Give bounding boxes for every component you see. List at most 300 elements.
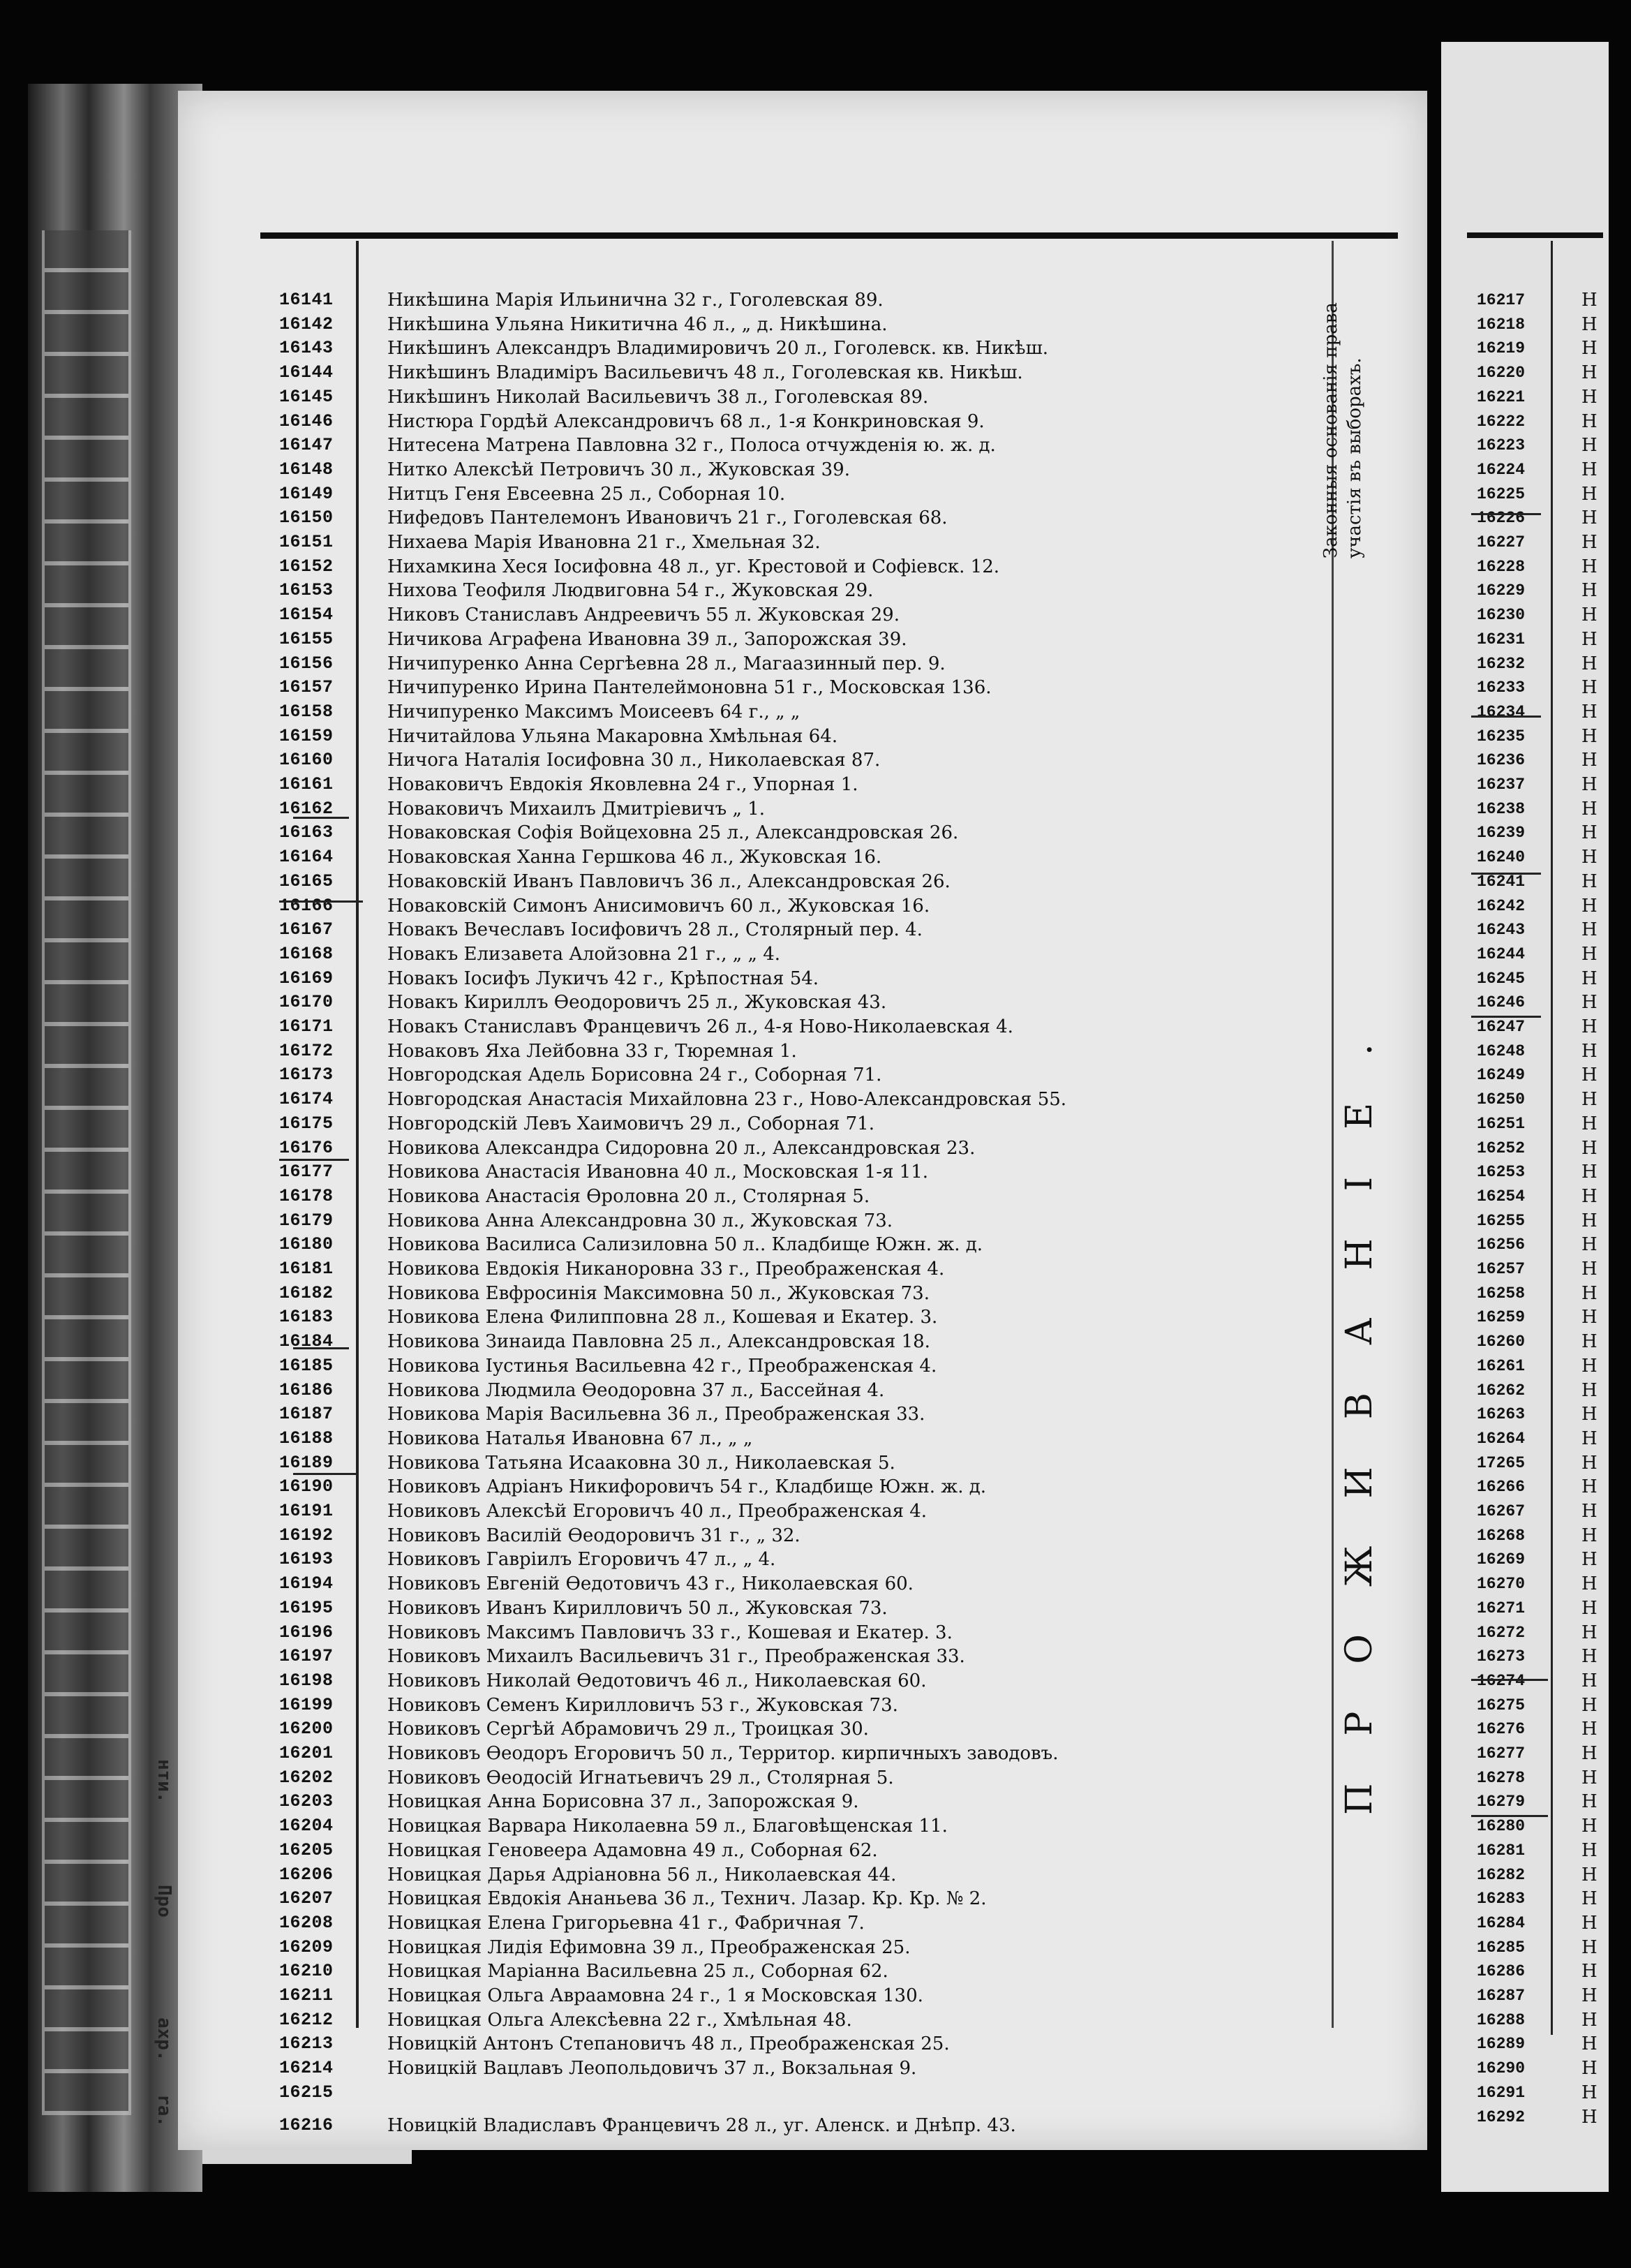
facing-number: 16268 xyxy=(1477,1526,1526,1545)
pencil-mark xyxy=(1471,716,1541,718)
pencil-mark xyxy=(293,1473,356,1475)
entry-text: Новицкая Варвара Николаевна 59 л., Благовѣщенская 11. xyxy=(387,1816,948,1837)
entry-text: Никѣшинъ Александръ Владимировичъ 20 л., Гоголевск. кв. Никѣш. xyxy=(387,338,1049,360)
facing-initial: Н xyxy=(1581,1234,1598,1256)
facing-initial: Н xyxy=(1581,1985,1598,2006)
entry-number: 16172 xyxy=(279,1040,334,1061)
entry-text: Ничитайлова Ульяна Макаровна Хмѣльная 64. xyxy=(387,725,838,747)
facing-row xyxy=(1477,1113,1598,1134)
entry-number: 16189 xyxy=(279,1452,334,1473)
entry-text: Новгородскій Левъ Хаимовичъ 29 л., Соборная 71. xyxy=(387,1113,874,1134)
entry-text: Новицкая Анна Борисовна 37 л., Запорожская 9. xyxy=(387,1791,859,1813)
residence-heading: ПРОЖИВАНІЕ. xyxy=(1339,996,1380,1815)
facing-initial: Н xyxy=(1581,1355,1598,1377)
entry-text: Ничога Наталія Іосифовна 30 л., Николаевская 87. xyxy=(387,750,881,771)
facing-initial: Н xyxy=(1581,1549,1598,1571)
facing-number: 16287 xyxy=(1477,1987,1526,2005)
pencil-mark xyxy=(1471,513,1541,515)
facing-row xyxy=(1477,677,1598,699)
facing-initial: Н xyxy=(1581,1428,1598,1449)
entry-text: Никѣшина Ульяна Никитична 46 л., „ д. Никѣшина. xyxy=(387,313,888,335)
facing-row xyxy=(1477,1065,1598,1086)
facing-number: 16227 xyxy=(1477,533,1526,551)
facing-row xyxy=(1477,1646,1598,1668)
facing-row xyxy=(1477,1089,1598,1111)
facing-initial: Н xyxy=(1581,1646,1598,1668)
facing-row xyxy=(1477,1549,1598,1571)
entry-text: Новицкая Евдокія Ананьева 36 л., Технич. Лазар. Кр. Кр. № 2. xyxy=(387,1888,987,1910)
entry-text: Новаковичъ Михаилъ Дмитріевичъ „ 1. xyxy=(387,798,766,820)
facing-number: 16244 xyxy=(1477,944,1526,963)
entry-number: 16149 xyxy=(279,483,334,504)
facing-number: 16234 xyxy=(1477,702,1526,721)
facing-header-rule xyxy=(1467,232,1603,238)
entry-text: Новицкая Ольга Алексѣевна 22 г., Хмѣльная 48. xyxy=(387,2009,852,2031)
entry-number: 16147 xyxy=(279,435,334,456)
facing-row xyxy=(1477,1694,1598,1716)
facing-initial: Н xyxy=(1581,725,1598,747)
facing-row xyxy=(1477,750,1598,771)
facing-initial: Н xyxy=(1581,653,1598,674)
facing-row xyxy=(1477,2082,1598,2103)
residence-heading-column xyxy=(1339,754,1380,1815)
entry-number: 16143 xyxy=(279,338,334,359)
pencil-mark xyxy=(279,900,363,903)
facing-number: 16228 xyxy=(1477,557,1526,576)
entry-text: Новикова Василиса Сализиловна 50 л.. Кладбище Южн. ж. д. xyxy=(387,1234,983,1256)
facing-number: 16292 xyxy=(1477,2107,1526,2126)
entry-number: 16160 xyxy=(279,750,334,771)
facing-initial: Н xyxy=(1581,1404,1598,1425)
facing-row xyxy=(1477,290,1598,311)
facing-row xyxy=(1477,1573,1598,1595)
entry-text: Никовъ Станиславъ Андреевичъ 55 л. Жуковская 29. xyxy=(387,605,900,626)
facing-initial: Н xyxy=(1581,1816,1598,1837)
facing-initial: Н xyxy=(1581,556,1598,577)
facing-initial: Н xyxy=(1581,1694,1598,1716)
facing-initial: Н xyxy=(1581,1040,1598,1062)
facing-initial: Н xyxy=(1581,1089,1598,1111)
entry-number: 16183 xyxy=(279,1307,334,1328)
facing-row xyxy=(1477,1597,1598,1619)
facing-initial: Н xyxy=(1581,2009,1598,2031)
facing-number: 16248 xyxy=(1477,1042,1526,1060)
facing-number: 16247 xyxy=(1477,1018,1526,1036)
facing-row xyxy=(1477,1162,1598,1183)
entry-text: Новицкая Ольга Авраамовна 24 г., 1 я Московская 130. xyxy=(387,1985,923,2006)
entry-text: Новакъ Кириллъ Ѳеодоровичъ 25 л., Жуковская 43. xyxy=(387,992,887,1014)
facing-initial: Н xyxy=(1581,362,1598,384)
facing-initial: Н xyxy=(1581,1210,1598,1231)
entry-text: Нифедовъ Пантелемонъ Ивановичъ 21 г., Гоголевская 68. xyxy=(387,507,948,529)
entry-number: 16179 xyxy=(279,1210,334,1231)
facing-number: 16220 xyxy=(1477,364,1526,383)
facing-number: 16288 xyxy=(1477,2010,1526,2029)
entry-number: 16212 xyxy=(279,2009,334,2030)
facing-initial: Н xyxy=(1581,677,1598,699)
entry-text: Ничипуренко Анна Сергѣевна 28 л., Магаазинный пер. 9. xyxy=(387,653,946,674)
facing-number: 16241 xyxy=(1477,872,1526,891)
facing-row xyxy=(1477,338,1598,360)
entry-text: Нихаева Марія Ивановна 21 г., Хмельная 32. xyxy=(387,532,821,553)
facing-number: 16289 xyxy=(1477,2035,1526,2054)
entry-text: Новиковъ Семенъ Кирилловичъ 53 г., Жуковская 73. xyxy=(387,1694,898,1716)
facing-number: 16270 xyxy=(1477,1575,1526,1594)
facing-initial: Н xyxy=(1581,774,1598,795)
entry-text: Новикова Евдокія Никаноровна 33 г., Преображенская 4. xyxy=(387,1259,945,1280)
facing-number: 16283 xyxy=(1477,1890,1526,1908)
facing-initial: Н xyxy=(1581,1452,1598,1474)
facing-initial: Н xyxy=(1581,1331,1598,1353)
pencil-mark xyxy=(293,817,349,819)
facing-row xyxy=(1477,2058,1598,2080)
facing-number: 16242 xyxy=(1477,896,1526,915)
facing-number: 16281 xyxy=(1477,1841,1526,1860)
pencil-mark xyxy=(1471,873,1541,875)
facing-row xyxy=(1477,798,1598,820)
facing-initial: Н xyxy=(1581,338,1598,360)
entry-number: 16210 xyxy=(279,1961,334,1982)
facing-initial: Н xyxy=(1581,459,1598,480)
entry-text: Ничипуренко Максимъ Моисеевъ 64 г., „ „ xyxy=(387,701,800,722)
facing-row xyxy=(1477,847,1598,868)
facing-row xyxy=(1477,822,1598,844)
facing-number: 16264 xyxy=(1477,1429,1526,1448)
facing-number: 16261 xyxy=(1477,1356,1526,1375)
facing-initial: Н xyxy=(1581,1936,1598,1958)
facing-initial: Н xyxy=(1581,895,1598,917)
facing-initial: Н xyxy=(1581,532,1598,553)
entry-number: 16187 xyxy=(279,1404,334,1425)
entry-number: 16150 xyxy=(279,507,334,528)
facing-initial: Н xyxy=(1581,290,1598,311)
entry-text: Новакъ Станиславъ Францевичъ 26 л., 4-я Ново-Николаевская 4. xyxy=(387,1016,1013,1037)
facing-initial: Н xyxy=(1581,483,1598,505)
entry-text: Новикова Анастасія Ивановна 40 л., Московская 1-я 11. xyxy=(387,1162,928,1183)
facing-row xyxy=(1477,1016,1598,1037)
facing-initial: Н xyxy=(1581,1185,1598,1207)
facing-number: 16258 xyxy=(1477,1284,1526,1303)
entry-number: 16191 xyxy=(279,1501,334,1521)
facing-row xyxy=(1477,725,1598,747)
facing-number: 16263 xyxy=(1477,1405,1526,1424)
facing-row xyxy=(1477,1743,1598,1764)
facing-number: 16267 xyxy=(1477,1502,1526,1520)
facing-number: 16230 xyxy=(1477,606,1526,625)
spine-label: ахр. xyxy=(154,2017,174,2061)
entry-number: 16198 xyxy=(279,1670,334,1691)
entry-text: Новикова Татьяна Исааковна 30 л., Николаевская 5. xyxy=(387,1452,895,1474)
entry-number: 16200 xyxy=(279,1719,334,1740)
entry-number: 16165 xyxy=(279,870,334,891)
entry-text: Ничипуренко Ирина Пантелеймоновна 51 г., Московская 136. xyxy=(387,677,992,699)
facing-row xyxy=(1477,1888,1598,1910)
facing-row xyxy=(1477,1428,1598,1449)
facing-number: 16235 xyxy=(1477,727,1526,746)
facing-number: 17265 xyxy=(1477,1453,1526,1472)
facing-initial: Н xyxy=(1581,1719,1598,1740)
facing-number: 16224 xyxy=(1477,460,1526,479)
entry-number: 16156 xyxy=(279,653,334,674)
facing-row xyxy=(1477,1476,1598,1498)
facing-number: 16240 xyxy=(1477,848,1526,867)
facing-number: 16282 xyxy=(1477,1865,1526,1884)
facing-initial: Н xyxy=(1581,507,1598,529)
facing-row xyxy=(1477,1525,1598,1546)
entry-number: 16180 xyxy=(279,1234,334,1255)
entry-number: 16194 xyxy=(279,1573,334,1594)
facing-initial: Н xyxy=(1581,1888,1598,1910)
entry-text: Новиковъ Ѳеодоръ Егоровичъ 50 л., Территор. кирпичныхъ заводовъ. xyxy=(387,1743,1059,1764)
facing-number: 16238 xyxy=(1477,799,1526,818)
entry-number: 16216 xyxy=(279,2114,334,2135)
entry-text: Новаковскій Симонъ Анисимовичъ 60 л., Жуковская 16. xyxy=(387,895,930,917)
entry-text: Новиковъ Адріанъ Никифоровичъ 54 г., Кладбище Южн. ж. д. xyxy=(387,1476,987,1498)
facing-number: 16277 xyxy=(1477,1744,1526,1763)
facing-initial: Н xyxy=(1581,1282,1598,1304)
facing-row xyxy=(1477,774,1598,795)
entry-number: 16176 xyxy=(279,1137,334,1158)
facing-number: 16280 xyxy=(1477,1817,1526,1836)
entry-number: 16195 xyxy=(279,1597,334,1618)
entry-number: 16215 xyxy=(279,2082,334,2103)
entry-number: 16141 xyxy=(279,290,334,310)
entry-text: Нихамкина Хеся Іосифовна 48 л., уг. Крестовой и Софіевск. 12. xyxy=(387,556,1000,577)
facing-initial: Н xyxy=(1581,1307,1598,1328)
facing-row xyxy=(1477,605,1598,626)
entry-text: Новаковская Софія Войцеховна 25 л., Александровская 26. xyxy=(387,822,959,844)
entry-number: 16161 xyxy=(279,774,334,794)
facing-number: 16285 xyxy=(1477,1938,1526,1957)
entry-text: Новиковъ Максимъ Павловичъ 33 г., Кошевая и Екатер. 3. xyxy=(387,1622,953,1643)
facing-initial: Н xyxy=(1581,1791,1598,1813)
facing-number: 16266 xyxy=(1477,1478,1526,1497)
facing-row xyxy=(1477,1234,1598,1256)
entry-text: Новгородская Адель Борисовна 24 г., Соборная 71. xyxy=(387,1065,882,1086)
entry-text: Новиковъ Василій Ѳеодоровичъ 31 г., „ 32. xyxy=(387,1525,800,1546)
entry-number: 16171 xyxy=(279,1016,334,1037)
facing-number: 16273 xyxy=(1477,1647,1526,1666)
facing-initial: Н xyxy=(1581,1670,1598,1691)
entry-text: Новицкая Елена Григорьевна 41 г., Фабричная 7. xyxy=(387,1912,865,1934)
facing-number-rule xyxy=(1551,241,1553,2035)
facing-number: 16236 xyxy=(1477,751,1526,770)
facing-number: 16254 xyxy=(1477,1187,1526,1206)
entry-text: Новаковъ Яха Лейбовна 33 г, Тюремная 1. xyxy=(387,1040,797,1062)
side-note-column xyxy=(1319,279,1382,558)
entry-text: Нихова Теофиля Людвиговна 54 г., Жуковская 29. xyxy=(387,580,874,602)
entry-number: 16175 xyxy=(279,1113,334,1134)
entry-number: 16154 xyxy=(279,605,334,625)
facing-initial: Н xyxy=(1581,580,1598,602)
facing-row xyxy=(1477,1912,1598,1934)
facing-initial: Н xyxy=(1581,1839,1598,1861)
entry-number: 16153 xyxy=(279,580,334,601)
entry-number: 16170 xyxy=(279,992,334,1013)
entry-text: Нитко Алексѣй Петровичъ 30 л., Жуковская 39. xyxy=(387,459,850,480)
facing-initial: Н xyxy=(1581,2106,1598,2128)
entry-number: 16159 xyxy=(279,725,334,746)
facing-number: 16275 xyxy=(1477,1696,1526,1714)
entry-number: 16205 xyxy=(279,1839,334,1860)
entry-text: Новиковъ Иванъ Кирилловичъ 50 л., Жуковская 73. xyxy=(387,1597,888,1619)
facing-row xyxy=(1477,968,1598,989)
entry-number: 16197 xyxy=(279,1646,334,1667)
facing-initial: Н xyxy=(1581,1259,1598,1280)
facing-initial: Н xyxy=(1581,1743,1598,1764)
facing-row xyxy=(1477,580,1598,602)
entry-text: Новгородская Анастасія Михайловна 23 г., Ново-Александровская 55. xyxy=(387,1089,1067,1111)
entry-number: 16155 xyxy=(279,628,334,649)
facing-initial: Н xyxy=(1581,750,1598,771)
entry-text: Новицкая Дарья Адріановна 56 л., Николаевская 44. xyxy=(387,1864,897,1885)
facing-row xyxy=(1477,386,1598,408)
entry-text: Новакъ Іосифъ Лукичъ 42 г., Крѣпостная 54. xyxy=(387,968,819,989)
entry-number: 16213 xyxy=(279,2033,334,2054)
facing-initial: Н xyxy=(1581,1113,1598,1134)
facing-initial: Н xyxy=(1581,870,1598,892)
entry-number: 16167 xyxy=(279,919,334,940)
entry-text: Новаковскій Иванъ Павловичъ 36 л., Александровская 26. xyxy=(387,870,951,892)
facing-initial: Н xyxy=(1581,919,1598,941)
entry-number: 16163 xyxy=(279,822,334,843)
facing-row xyxy=(1477,1767,1598,1788)
entry-number: 16186 xyxy=(279,1379,334,1400)
entry-number: 16158 xyxy=(279,701,334,722)
entry-text: Новикова Елена Филипповна 28 л., Кошевая и Екатер. 3. xyxy=(387,1307,938,1328)
entry-text: Новицкая Маріанна Васильевна 25 л., Соборная 62. xyxy=(387,1961,888,1982)
facing-initial: Н xyxy=(1581,1065,1598,1086)
pencil-mark xyxy=(293,1347,349,1349)
facing-row xyxy=(1477,628,1598,650)
entry-number: 16144 xyxy=(279,362,334,383)
entry-number: 16190 xyxy=(279,1476,334,1497)
entry-number: 16203 xyxy=(279,1791,334,1812)
facing-number: 16217 xyxy=(1477,291,1526,309)
facing-row xyxy=(1477,1622,1598,1643)
facing-row xyxy=(1477,1210,1598,1231)
facing-initial: Н xyxy=(1581,2058,1598,2080)
entry-number: 16164 xyxy=(279,847,334,868)
facing-number: 16233 xyxy=(1477,679,1526,697)
entry-text: Новаковская Ханна Гершкова 46 л., Жуковская 16. xyxy=(387,847,882,868)
facing-number: 16226 xyxy=(1477,509,1526,528)
facing-row xyxy=(1477,1040,1598,1062)
entry-text: Новицкій Вацлавъ Леопольдовичъ 37 л., Вокзальная 9. xyxy=(387,2058,917,2080)
facing-number: 16219 xyxy=(1477,339,1526,358)
facing-row xyxy=(1477,1816,1598,1837)
entry-number: 16204 xyxy=(279,1816,334,1837)
facing-number: 16272 xyxy=(1477,1623,1526,1642)
facing-initial: Н xyxy=(1581,1912,1598,1934)
entry-text: Новиковъ Ѳеодосій Игнатьевичъ 29 л., Столярная 5. xyxy=(387,1767,894,1788)
header-rule xyxy=(260,232,1398,239)
facing-initial: Н xyxy=(1581,798,1598,820)
entry-number: 16166 xyxy=(279,895,334,916)
facing-number: 16218 xyxy=(1477,315,1526,334)
facing-number: 16251 xyxy=(1477,1114,1526,1133)
facing-row xyxy=(1477,532,1598,553)
entry-number: 16168 xyxy=(279,943,334,964)
facing-row xyxy=(1477,1259,1598,1280)
facing-number: 16255 xyxy=(1477,1211,1526,1230)
facing-row xyxy=(1477,1961,1598,1982)
entry-number: 16188 xyxy=(279,1428,334,1448)
facing-initial: Н xyxy=(1581,1501,1598,1522)
facing-initial: Н xyxy=(1581,2082,1598,2103)
entry-number: 16145 xyxy=(279,386,334,407)
facing-number: 16274 xyxy=(1477,1671,1526,1690)
facing-number: 16245 xyxy=(1477,969,1526,988)
facing-row xyxy=(1477,1452,1598,1474)
entry-number: 16184 xyxy=(279,1331,334,1352)
entry-number: 16178 xyxy=(279,1185,334,1206)
entry-number: 16185 xyxy=(279,1355,334,1376)
facing-row xyxy=(1477,1791,1598,1813)
entry-number: 16142 xyxy=(279,313,334,334)
entry-number: 16157 xyxy=(279,677,334,698)
entry-number: 16201 xyxy=(279,1743,334,1763)
facing-number: 16271 xyxy=(1477,1599,1526,1617)
entry-number: 16146 xyxy=(279,410,334,431)
facing-row xyxy=(1477,1331,1598,1353)
facing-number: 16269 xyxy=(1477,1550,1526,1569)
facing-row xyxy=(1477,919,1598,941)
facing-row xyxy=(1477,943,1598,965)
facing-initial: Н xyxy=(1581,386,1598,408)
facing-initial: Н xyxy=(1581,628,1598,650)
entry-text: Новиковъ Николай Ѳедотовичъ 46 л., Николаевская 60. xyxy=(387,1670,927,1691)
facing-initial: Н xyxy=(1581,1864,1598,1885)
facing-number: 16225 xyxy=(1477,484,1526,503)
facing-initial: Н xyxy=(1581,1162,1598,1183)
entry-text: Новикова Евфросинія Максимовна 50 л., Жуковская 73. xyxy=(387,1282,930,1304)
entry-text: Новикова Анна Александровна 30 л., Жуковская 73. xyxy=(387,1210,893,1231)
facing-initial: Н xyxy=(1581,701,1598,722)
pencil-mark xyxy=(1471,1815,1548,1817)
entry-number: 16169 xyxy=(279,968,334,988)
pencil-mark xyxy=(1471,1679,1548,1681)
facing-initial: Н xyxy=(1581,847,1598,868)
entry-text: Новиковъ Михаилъ Васильевичъ 31 г., Преображенская 33. xyxy=(387,1646,965,1668)
entry-text: Нитцъ Геня Евсеевна 25 л., Соборная 10. xyxy=(387,483,786,505)
entry-text: Новикова Зинаида Павловна 25 л., Александровская 18. xyxy=(387,1331,930,1353)
facing-row xyxy=(1477,2106,1598,2128)
entry-text: Новикова Іустинья Васильевна 42 г., Преображенская 4. xyxy=(387,1355,937,1377)
entry-number: 16151 xyxy=(279,532,334,552)
facing-number: 16279 xyxy=(1477,1793,1526,1811)
facing-row xyxy=(1477,1379,1598,1401)
entry-number: 16152 xyxy=(279,556,334,577)
facing-initial: Н xyxy=(1581,605,1598,626)
facing-row xyxy=(1477,1404,1598,1425)
facing-row xyxy=(1477,1501,1598,1522)
facing-initial: Н xyxy=(1581,1597,1598,1619)
facing-initial: Н xyxy=(1581,410,1598,432)
entry-number: 16192 xyxy=(279,1525,334,1546)
facing-number: 16278 xyxy=(1477,1768,1526,1787)
entry-text: Новикова Марія Васильевна 36 л., Преображенская 33. xyxy=(387,1404,925,1425)
facing-row xyxy=(1477,895,1598,917)
facing-number: 16256 xyxy=(1477,1236,1526,1254)
facing-row xyxy=(1477,435,1598,457)
entry-number: 16181 xyxy=(279,1259,334,1279)
facing-initial: Н xyxy=(1581,992,1598,1014)
facing-row xyxy=(1477,483,1598,505)
facing-initial: Н xyxy=(1581,2033,1598,2055)
facing-number: 16222 xyxy=(1477,412,1526,431)
facing-number: 16257 xyxy=(1477,1260,1526,1278)
